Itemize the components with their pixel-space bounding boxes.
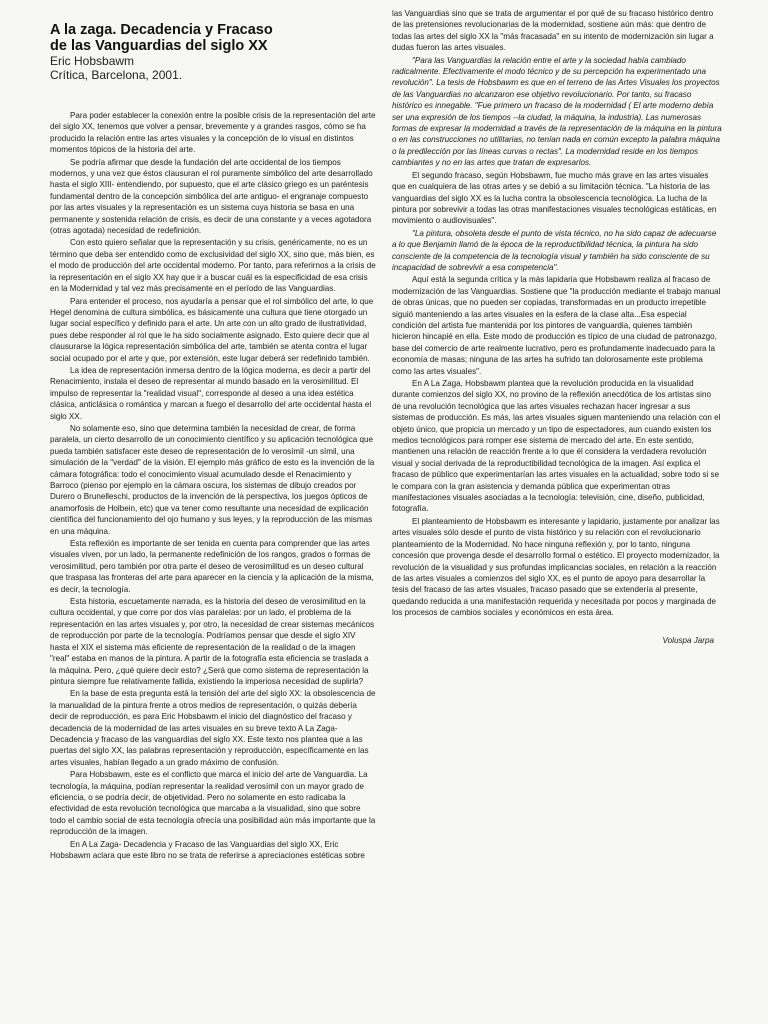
right-column bbox=[392, 8, 722, 654]
paragraph: Aquí está la segunda crítica y la más lapidaria que Hobsbawm realiza al fracaso de modernización de las Vanguardias. Sostiene que "la producción mediante el trabajo manual de obras únicas, que no pueden ser copiadas, transformadas en un producto irrepetible siguió manteniendo a las artes visuales en la esfera de la clase alta...Esa especial condición del artista fue mantenida por los pintores de vanguardia, quienes también hicieron hincapié en ella. Este modo de producción es típico de una ciudad de patronazgo, base del comercio de arte realmente lucrativo, pero es profundamente inadecuado para la economía de masas; ninguna de las artes ha sufrido tan dolorosamente este problema como las artes visuales". bbox=[392, 275, 721, 376]
paragraph: Se podría afirmar que desde la fundación del arte occidental de los tiempos modernos, y una vez que éstos clausuran el rol puramente simbólico del arte desarrollado hasta el siglo XIII- entendiendo, por supuesto, que el arte clásico griego es un paréntesis fundamental dentro de la concepción simbólica del arte antiguo- el engranaje compuesto por las artes visuales y la representación es un sistema cuya historia se basa en una permanente y sostenida relación de crisis, es decir de una constante y a veces agotadora (otras agotada) necesidad de redefinición. bbox=[50, 157, 373, 236]
title-line-2: de las Vanguardias del siglo XX bbox=[50, 38, 268, 54]
paragraph: Esta historia, escuetamente narrada, es la historia del deseo de verosimilitud en la cultura occidental, y que corre por dos vías paralelas: por un lado, el problema de la representación en las artes visuales y, por otro, la necesidad de crear sistemas mecánicos de reproducción por parte de la tecnología. Podríamos pensar que desde el siglo XIV hasta el XIX el sistema más eficiente de representación de la realidad o de la imagen "real" estaba en manos de la pintura. A partir de la fotografía esta eficiencia se traslada a la máquina. Pero, ¿qué quiere decir esto? ¿Será que como sistema de representación la pintura siempre fue relativamente fallida, existiendo la imperiosa necesidad de suplirla? bbox=[50, 597, 375, 686]
paragraph: El planteamiento de Hobsbawm es interesante y lapidario, justamente por analizar las artes visuales sólo desde el punto de vista histórico y su relación con el revolucionario planteamiento de la Modernidad. No hace ninguna reflexión y, por lo tanto, ninguna concesión que provenga desde el desarrollo formal o estético. El proyecto modernizador, la revolución de la visualidad y sus profundas implicancias sociales, en relación a la reacción de las artes visuales a comienzos del siglo XX, es el punto de apoyo para desarrollar la tesis del fracaso de las artes visuales, fracaso pasado que se extendería al presente, quedando reducida a una manifestación requerida y necesitada por pocos y marginada de los procesos de cambios sociales y económicos en esta área. bbox=[392, 516, 720, 618]
quote-paragraph: "Para las Vanguardias la relación entre el arte y la sociedad había cambiado radicalmente. Efectivamente el modo técnico y de su percepción ha experimentado una revolución". La tesis de Hobsbawm es que en el terreno de las Artes Visuales los proyectos de las Vanguardias no alcanzaron ese objetivo revolucionario. Por tanto, su fracaso histórico es innegable. "Fue primero un fracaso de la modernidad ( El arte moderno debía ser una expresión de los tiempos --la ciudad, la máquina, la industria). Las numerosas formas de expresar la modernidad a través de la representación de la máquina en la pintura o en las construcciones no utilitarias, no tenían nada en común excepto la palabra máquina o la predilección por las líneas curvas o rectas". La modernidad reside en los tiempos cambiantes y no en las artes que tratan de expresarlos. bbox=[392, 55, 722, 168]
paragraph: En la base de esta pregunta está la tensión del arte del siglo XX: la obsolescencia de la manualidad de la pintura frente a otros medios de representación, o quizás debería decir de reproducción, es para Eric Hobsbawm el inicio del diagnóstico del fracaso y decadencia de la modernidad de las artes visuales en su breve texto A La Zaga- Decadencia y fracaso de las vanguardias del siglo XX. Este texto nos plantea que a las puertas del siglo XX, las palabras representación y reproducción, específicamente en las artes visuales, habían llegado a un grado máximo de confusión. bbox=[50, 689, 376, 767]
paragraph: No solamente eso, sino que determina también la necesidad de crear, de forma paralela, un cierto desarrollo de un conocimiento científico y su aplicación tecnológica que pueda también satisfacer este deseo de representación de lo verosímil -un símil, una simulación de la "verdad" de la visión. El ejemplo más gráfico de esto es la invención de la cámara fotográfica: todo el conocimiento visual acumulado desde el Renacimiento y Barroco (pienso por ejemplo en la cámara oscura, los sistemas de dibujo creados por Durero o Brunelleschi, productos de la invención de la perspectiva, los juegos ópticos de anamorfosis de Holbein, etc) que va tener como resultante una necesidad de explicación científica del funcionamiento del ojo humano y sus leyes, y la reproducción de las mismas en una máquina. bbox=[50, 423, 375, 536]
publication: Crítica, Barcelona, 2001. bbox=[50, 68, 183, 82]
article-header bbox=[50, 22, 376, 82]
left-column bbox=[50, 22, 376, 862]
paragraph: Esta reflexión es importante de ser tenida en cuenta para comprender que las artes visuales viven, por un lado, la permanente redefinición de los rangos, grados o formas de verosimilitud, pero también por otra parte el deseo de verosimilitud es un deseo cultural que traspasa las fronteras del arte para aparecer en la ciencia y la aplicación de la misma, es decir, la tecnología. bbox=[50, 539, 374, 594]
paragraph: las Vanguardias sino que se trata de argumentar el por qué de su fracaso histórico dentro de las pretensiones revolucionarias de la modernidad, sostiene aún más: que dentro de todas las artes del siglo XX la "más fracasada" en su intento de modernización sin lugar a dudas fueron las artes visuales. bbox=[392, 9, 714, 53]
author: Eric Hobsbawm bbox=[50, 54, 135, 68]
paragraph: En A La Zaga, Hobsbawm plantea que la revolución producida en la visualidad durante comienzos del siglo XX, no provino de la reflexión anecdótica de los artistas sino de una revolución tecnológica que las artes visuales rechazan hacer ingresar a sus sistemas de producción. Es más, las artes visuales siguen manteniendo una relación con el objeto único, que propicia un mercado y un tipo de espectadores, aun cuando existen los medios tecnológicos para romper ese sistema de mercado del arte. En este sentido, mantienen una relación de reacción frente a lo que él considera la verdadera revolución visual y social derivada de la reproductibilidad tecnológica de la imagen. Así explica el fracaso de público que experimentarían las artes visuales en la actualidad, sobre todo si se le compara con la gran asistencia y demanda pública que experimentan otras manifestaciones visuales asociadas a la tecnología: televisión, cine, diseño, publicidad, fotografía. bbox=[392, 379, 721, 514]
paragraph: Con esto quiero señalar que la representación y su crisis, genéricamente, no es un término que deba ser entendido como de exclusividad del siglo XX, sino que, más bien, es el modo de producción del arte occidental moderno. Por tanto, para referirnos a la crisis de la representación en el siglo XX hay que ir a buscar cuál es la especificidad de esa crisis en la Modernidad y tal vez más precisamente en el período de las Vanguardias. bbox=[50, 238, 376, 294]
paragraph: La idea de representación inmersa dentro de la lógica moderna, es decir a partir del Renacimiento, instala el deseo de representar al mundo basado en la verosimilitud. El impulso de representar la "realidad visual", corresponde al deseo a una idea estética clásica, anticlásica o romántica y marcan a fuego el desarrollo del arte occidental hasta el siglo XX. bbox=[50, 365, 372, 421]
paragraph: Para entender el proceso, nos ayudaría a pensar que el rol simbólico del arte, lo que Hegel denomina de cultura simbólica, es básicamente una cultura que tiene otorgado un lugar social específico y definido para el arte. Un arte con un alto grado de ilustratividad, pues debe responder al rol que le ha sido socialmente asignado. Esto quiere decir que al clausurarse la lógica representación simbólica del arte, también se atenta contra el lugar social ocupado por el arte y que, por extensión, este lugar deberá ser redefinido también. bbox=[50, 296, 374, 363]
paragraph: Para poder establecer la conexión entre la posible crisis de la representación del arte del siglo XX, tenemos que volver a pensar, brevemente y a grandes rasgos, cómo se ha producido la relación entre las artes visuales y la concepción de lo visual en distintos momentos tópicos de la historia del arte. bbox=[50, 111, 376, 155]
title-line-1: A la zaga. Decadencia y Fracaso bbox=[50, 22, 273, 38]
paragraph: Para Hobsbawm, este es el conflicto que marca el inicio del arte de Vanguardia. La tecnología, la máquina, podían representar la realidad verosímil con un mayor grado de eficiencia, o se podría decir, de objetividad. Pero no solamente en esto radicaba la efectividad de esta revolución tecnológica que marcaba a la visualidad, sino que sobre todo el cambio social de esta tecnología ofrecía una posibilidad aún más importante que la reproducción de la imagen. bbox=[50, 770, 376, 837]
quote-paragraph: "La pintura, obsoleta desde el punto de vista técnico, no ha sido capaz de adecuarse a lo que Benjamin llamó de la época de la reproductibilidad técnica, la pintura ha sido consciente de la competencia de la tecnología visual y también ha sido consciente de su incapacidad de sobrevivir a esa competencia". bbox=[392, 228, 717, 272]
signature: Voluspa Jarpa bbox=[662, 635, 714, 645]
paragraph: En A La Zaga- Decadencia y Fracaso de las Vanguardias del siglo XX, Eric Hobsbawm aclara que este libro no se trata de referirse a apreciaciones estéticas sobre bbox=[50, 839, 365, 860]
paragraph: El segundo fracaso, según Hobsbawm, fue mucho más grave en las artes visuales que en cualquiera de las otras artes y se debió a su limitación técnica. "La historia de las vanguardias del siglo XX es la lucha contra la obsolescencia tecnológica. La lucha de la pintura por sobrevivir a todas las otras manifestaciones visuales tecnológicas estáticas, en movimiento o audiovisuales". bbox=[392, 170, 717, 226]
